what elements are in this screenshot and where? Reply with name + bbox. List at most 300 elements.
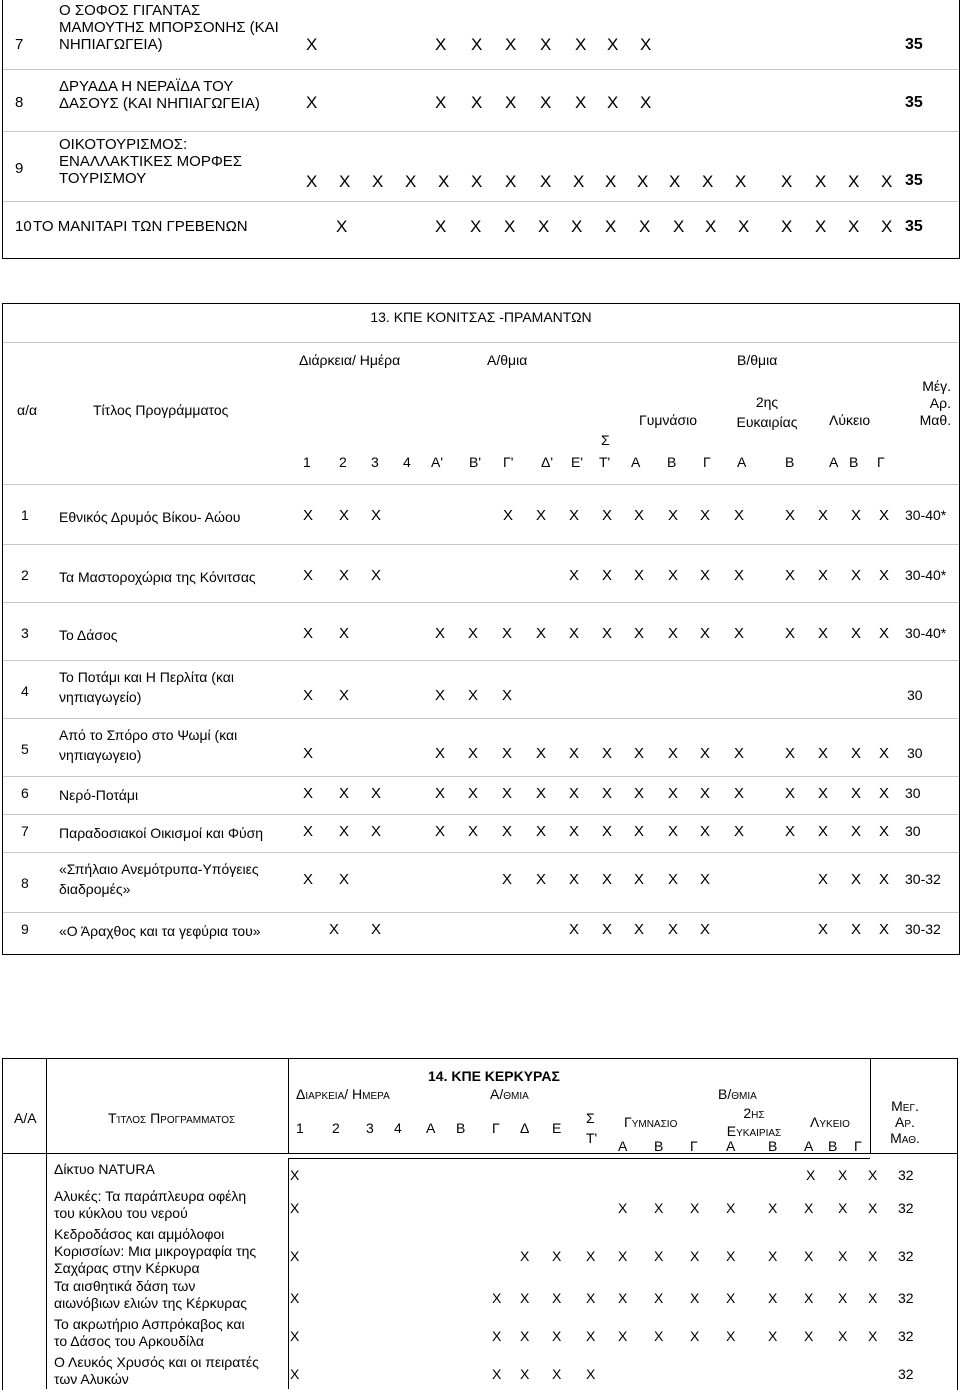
x-mark: X xyxy=(881,217,893,236)
x-mark: X xyxy=(700,625,711,642)
x-mark: X xyxy=(303,625,314,642)
x-mark: X xyxy=(700,823,711,840)
x-mark: X xyxy=(815,172,827,191)
max-students: 30-40* xyxy=(905,625,947,641)
x-mark: X xyxy=(540,35,552,54)
header-sec-grade: Α xyxy=(737,454,747,470)
x-mark: X xyxy=(492,1328,502,1344)
x-mark: X xyxy=(586,1328,596,1344)
x-mark: X xyxy=(504,217,516,236)
x-mark: X xyxy=(804,1290,814,1306)
header-line: Μαθ. xyxy=(890,1130,920,1146)
title-line: Το Δάσος xyxy=(59,627,118,643)
program-title xyxy=(59,823,263,843)
section-title: 13. ΚΠΕ ΚΟΝΙΤΣΑΣ -ΠΡΑΜΑΝΤΩΝ xyxy=(3,304,959,343)
x-mark: X xyxy=(768,1200,778,1216)
x-mark: X xyxy=(818,785,829,802)
header-aa: α/α xyxy=(17,402,38,418)
header-secondary: Β/θμια xyxy=(737,352,778,368)
header-line: Μεγ. xyxy=(891,1098,919,1114)
x-mark: X xyxy=(879,921,890,938)
title-line: ΔΡΥΑΔΑ Η ΝΕΡΑΪΔΑ ΤΟΥ xyxy=(59,78,234,95)
header-line: 2ης xyxy=(755,394,779,410)
x-mark: X xyxy=(818,507,829,524)
header-sec-grade: Α xyxy=(804,1138,814,1154)
header-aa: Α/Α xyxy=(14,1110,37,1126)
header-day: 2 xyxy=(332,1120,340,1136)
x-mark: X xyxy=(503,507,514,524)
row-number: 4 xyxy=(21,683,29,699)
header-program-title: Τίτλος Προγραμματος xyxy=(108,1110,236,1126)
title-line: Κορισσίων: Μια μικρογραφία της xyxy=(54,1243,257,1259)
x-mark: X xyxy=(879,823,890,840)
table-row xyxy=(3,484,959,545)
x-mark: X xyxy=(734,625,745,642)
x-mark: X xyxy=(569,871,580,888)
x-mark: X xyxy=(371,785,382,802)
x-mark: X xyxy=(339,871,350,888)
header-max-students xyxy=(901,378,951,429)
grid-line xyxy=(288,1158,289,1389)
x-mark: X xyxy=(303,687,314,704)
x-mark: X xyxy=(371,567,382,584)
header-s: Σ xyxy=(586,1110,595,1126)
x-mark: X xyxy=(536,507,547,524)
program-title xyxy=(59,507,240,527)
x-mark: X xyxy=(435,785,446,802)
x-mark: X xyxy=(306,172,318,191)
x-mark: X xyxy=(520,1328,530,1344)
x-mark: X xyxy=(569,567,580,584)
program-title xyxy=(59,136,242,187)
header-grade: Β' xyxy=(469,454,482,470)
x-mark: X xyxy=(818,921,829,938)
row-number: 1 xyxy=(21,507,29,523)
x-mark: X xyxy=(303,567,314,584)
x-mark: X xyxy=(785,625,796,642)
row-number: 6 xyxy=(21,785,29,801)
x-mark: X xyxy=(536,871,547,888)
x-mark: X xyxy=(851,745,862,762)
x-mark: X xyxy=(468,687,479,704)
title-line: Κεδροδάσος και αμμόλοφοι xyxy=(54,1226,225,1242)
header-secondary: Β/θμια xyxy=(718,1086,757,1102)
header-line: Αρ. xyxy=(895,1114,915,1130)
x-mark: X xyxy=(818,871,829,888)
x-mark: X xyxy=(471,172,483,191)
max-students: 32 xyxy=(898,1328,914,1344)
table-row xyxy=(3,202,959,254)
x-mark: X xyxy=(734,823,745,840)
row-number: 7 xyxy=(21,823,29,839)
x-mark: X xyxy=(505,35,517,54)
max-students: 35 xyxy=(905,94,923,111)
header-day: 4 xyxy=(394,1120,402,1136)
x-mark: X xyxy=(734,507,745,524)
x-mark: X xyxy=(303,823,314,840)
section-3-table xyxy=(2,1058,958,1389)
header-sec-grade: Α xyxy=(618,1138,628,1154)
x-mark: X xyxy=(654,1328,664,1344)
header-duration: Διάρκεια/ Ημέρα xyxy=(299,352,401,368)
x-mark: X xyxy=(538,217,550,236)
x-mark: X xyxy=(640,93,652,112)
x-mark: X xyxy=(768,1290,778,1306)
x-mark: X xyxy=(726,1200,736,1216)
x-mark: X xyxy=(668,567,679,584)
x-mark: X xyxy=(336,217,348,236)
table-row xyxy=(3,852,959,913)
x-mark: X xyxy=(618,1290,628,1306)
header-grade: Γ xyxy=(492,1120,500,1136)
row-number: 9 xyxy=(21,921,29,937)
x-mark: X xyxy=(586,1290,596,1306)
header-grade: Ε xyxy=(552,1120,562,1136)
header-sec-grade: Α xyxy=(631,454,641,470)
title-line: «Σπήλαιο Ανεμότρυπα-Υπόγειες xyxy=(59,861,259,877)
max-students: 32 xyxy=(898,1290,914,1306)
x-mark: X xyxy=(569,745,580,762)
x-mark: X xyxy=(607,93,619,112)
x-mark: X xyxy=(520,1366,530,1382)
x-mark: X xyxy=(654,1200,664,1216)
row-number: 8 xyxy=(15,94,24,111)
header-gymnasio: Γυμνάσιο xyxy=(639,412,698,428)
x-mark: X xyxy=(735,172,747,191)
x-mark: X xyxy=(705,217,717,236)
x-mark: X xyxy=(738,217,750,236)
max-students: 30-40* xyxy=(905,567,947,583)
x-mark: X xyxy=(851,785,862,802)
x-mark: X xyxy=(851,567,862,584)
title-line: το Δάσος του Αρκουδίλα xyxy=(54,1333,204,1349)
header-sec-grade: Β xyxy=(667,454,677,470)
x-mark: X xyxy=(654,1248,664,1264)
x-mark: X xyxy=(468,785,479,802)
x-mark: X xyxy=(879,625,890,642)
title-line: Τα Μαστοροχώρια της Κόνιτσας xyxy=(59,569,256,585)
x-mark: X xyxy=(492,1290,502,1306)
table-row xyxy=(3,718,959,777)
x-mark: X xyxy=(602,745,613,762)
header-day: 1 xyxy=(303,454,311,470)
x-mark: X xyxy=(602,871,613,888)
x-mark: X xyxy=(303,745,314,762)
x-mark: X xyxy=(540,93,552,112)
max-students: 30 xyxy=(907,745,923,761)
x-mark: X xyxy=(435,217,447,236)
x-mark: X xyxy=(569,507,580,524)
grid-line xyxy=(288,1058,289,1153)
x-mark: X xyxy=(669,172,681,191)
x-mark: X xyxy=(838,1200,848,1216)
x-mark: X xyxy=(785,507,796,524)
x-mark: X xyxy=(405,172,417,191)
x-mark: X xyxy=(520,1248,530,1264)
x-mark: X xyxy=(571,217,583,236)
x-mark: X xyxy=(879,745,890,762)
x-mark: X xyxy=(536,625,547,642)
x-mark: X xyxy=(435,745,446,762)
header-sec-grade: Β xyxy=(828,1138,838,1154)
x-mark: X xyxy=(726,1328,736,1344)
x-mark: X xyxy=(734,745,745,762)
grid-line xyxy=(870,1058,871,1153)
x-mark: X xyxy=(785,567,796,584)
x-mark: X xyxy=(602,785,613,802)
program-title xyxy=(59,725,237,765)
x-mark: X xyxy=(881,172,893,191)
title-line: Ο ΣΟΦΟΣ ΓΙΓΑΝΤΑΣ xyxy=(59,2,201,19)
header-sec-grade: Β xyxy=(849,454,859,470)
x-mark: X xyxy=(435,625,446,642)
section-title: 14. ΚΠΕ ΚΕΡΚΥΡΑΣ xyxy=(428,1068,560,1084)
x-mark: X xyxy=(290,1248,300,1264)
x-mark: X xyxy=(371,921,382,938)
program-title xyxy=(59,921,261,941)
title-line: Σαχάρας στην Κέρκυρα xyxy=(54,1260,200,1276)
header-grade: Α' xyxy=(431,454,444,470)
x-mark: X xyxy=(700,871,711,888)
x-mark: X xyxy=(851,921,862,938)
x-mark: X xyxy=(726,1248,736,1264)
header-day: 2 xyxy=(339,454,347,470)
x-mark: X xyxy=(339,172,351,191)
x-mark: X xyxy=(290,1200,300,1216)
x-mark: X xyxy=(290,1290,300,1306)
x-mark: X xyxy=(781,217,793,236)
program-title xyxy=(59,859,259,899)
row-number: 10 xyxy=(15,218,32,235)
x-mark: X xyxy=(668,625,679,642)
header-grade: Γ' xyxy=(503,454,514,470)
x-mark: X xyxy=(634,745,645,762)
program-title xyxy=(59,78,260,112)
x-mark: X xyxy=(838,1167,848,1183)
x-mark: X xyxy=(818,823,829,840)
x-mark: X xyxy=(804,1248,814,1264)
header-sec-grade: Γ xyxy=(690,1138,698,1154)
x-mark: X xyxy=(502,745,513,762)
x-mark: X xyxy=(668,507,679,524)
title-line: ΔΑΣΟΥΣ (ΚΑΙ ΝΗΠΙΑΓΩΓΕΙΑ) xyxy=(59,95,260,112)
table-row xyxy=(3,0,959,70)
x-mark: X xyxy=(654,1290,664,1306)
row-number: 3 xyxy=(21,625,29,641)
x-mark: X xyxy=(634,625,645,642)
x-mark: X xyxy=(868,1248,878,1264)
header-sec-grade: Α xyxy=(726,1138,736,1154)
x-mark: X xyxy=(868,1200,878,1216)
x-mark: X xyxy=(785,745,796,762)
header-sec-grade: Γ xyxy=(703,454,711,470)
x-mark: X xyxy=(851,823,862,840)
x-mark: X xyxy=(468,823,479,840)
grid-line xyxy=(2,1153,958,1154)
x-mark: X xyxy=(700,785,711,802)
table-row xyxy=(3,544,959,603)
header-primary: Α/θμια xyxy=(490,1086,529,1102)
header-sec-grade: Γ xyxy=(877,454,885,470)
x-mark: X xyxy=(339,567,350,584)
header-grade: Ε' xyxy=(571,454,584,470)
header-grade: Δ' xyxy=(541,454,554,470)
table-row xyxy=(3,912,959,955)
table-row xyxy=(3,602,959,661)
x-mark: X xyxy=(329,921,340,938)
title-line: Το ακρωτήριο Ασπρόκαβος και xyxy=(54,1316,245,1332)
x-mark: X xyxy=(879,785,890,802)
max-students: 30-32 xyxy=(905,921,941,937)
x-mark: X xyxy=(634,567,645,584)
header-grade: Τ' xyxy=(599,454,611,470)
x-mark: X xyxy=(536,823,547,840)
x-mark: X xyxy=(372,172,384,191)
x-mark: X xyxy=(668,823,679,840)
header-line: 2ησ xyxy=(743,1105,765,1121)
x-mark: X xyxy=(502,871,513,888)
row-number: 7 xyxy=(15,36,24,53)
row-number: 9 xyxy=(15,160,24,177)
title-line: νηπιαγωγείο) xyxy=(59,689,142,705)
x-mark: X xyxy=(804,1328,814,1344)
x-mark: X xyxy=(575,35,587,54)
x-mark: X xyxy=(303,507,314,524)
program-title xyxy=(54,1188,246,1222)
x-mark: X xyxy=(690,1290,700,1306)
header-line: Μέγ. xyxy=(922,378,951,394)
title-line: των Αλυκών xyxy=(54,1371,129,1387)
x-mark: X xyxy=(575,93,587,112)
header-t: Τ' xyxy=(586,1130,598,1146)
x-mark: X xyxy=(734,785,745,802)
x-mark: X xyxy=(634,785,645,802)
title-line: ΟΙΚΟΤΟΥΡΙΣΜΟΣ: xyxy=(59,136,188,153)
x-mark: X xyxy=(768,1248,778,1264)
x-mark: X xyxy=(637,172,649,191)
x-mark: X xyxy=(640,35,652,54)
x-mark: X xyxy=(602,507,613,524)
x-mark: X xyxy=(602,921,613,938)
x-mark: X xyxy=(848,217,860,236)
header-line: Ευκαιριασ xyxy=(726,1123,782,1139)
x-mark: X xyxy=(605,172,617,191)
header-sec-grade: Γ xyxy=(854,1138,862,1154)
table-header xyxy=(3,342,959,482)
x-mark: X xyxy=(552,1366,562,1382)
x-mark: X xyxy=(552,1290,562,1306)
x-mark: X xyxy=(520,1290,530,1306)
x-mark: X xyxy=(468,625,479,642)
x-mark: X xyxy=(639,217,651,236)
max-students: 35 xyxy=(905,172,923,189)
x-mark: X xyxy=(552,1248,562,1264)
title-line: «Ο Άραχθος και τα γεφύρια του» xyxy=(59,923,261,939)
x-mark: X xyxy=(700,507,711,524)
header-program-title: Τίτλος Προγράμματος xyxy=(93,402,229,418)
title-line: Το Ποτάμι και Η Περλίτα (και xyxy=(59,669,234,685)
x-mark: X xyxy=(806,1167,816,1183)
max-students: 32 xyxy=(898,1366,914,1382)
header-day: 3 xyxy=(366,1120,374,1136)
x-mark: X xyxy=(838,1328,848,1344)
x-mark: X xyxy=(471,35,483,54)
header-sec-grade: Β xyxy=(768,1138,778,1154)
title-line: Τα αισθητικά δάση των xyxy=(54,1278,196,1294)
x-mark: X xyxy=(471,93,483,112)
program-title xyxy=(59,625,118,645)
x-mark: X xyxy=(470,217,482,236)
x-mark: X xyxy=(303,785,314,802)
title-line: ΜΑΜΟΥΤΗΣ ΜΠΟΡΣΟΝΗΣ (ΚΑΙ xyxy=(59,19,279,36)
program-title xyxy=(33,218,248,235)
program-title xyxy=(59,567,256,587)
header-second-chance xyxy=(727,392,807,432)
header-lykeio: Λύκειο xyxy=(829,412,871,428)
table-row xyxy=(3,660,959,719)
x-mark: X xyxy=(303,871,314,888)
x-mark: X xyxy=(502,785,513,802)
x-mark: X xyxy=(569,823,580,840)
x-mark: X xyxy=(818,745,829,762)
x-mark: X xyxy=(602,567,613,584)
header-lykeio: Λυκειο xyxy=(810,1114,850,1130)
x-mark: X xyxy=(673,217,685,236)
x-mark: X xyxy=(634,921,645,938)
x-mark: X xyxy=(569,625,580,642)
x-mark: X xyxy=(700,567,711,584)
header-max-students xyxy=(882,1098,928,1146)
title-line: νηπιαγωγειο) xyxy=(59,747,142,763)
x-mark: X xyxy=(851,625,862,642)
title-line: Ο Λευκός Χρυσός και οι πειρατές xyxy=(54,1354,259,1370)
max-students: 32 xyxy=(898,1167,914,1183)
x-mark: X xyxy=(306,93,318,112)
x-mark: X xyxy=(851,507,862,524)
x-mark: X xyxy=(634,507,645,524)
x-mark: X xyxy=(734,567,745,584)
grid-line xyxy=(46,1058,47,1389)
x-mark: X xyxy=(781,172,793,191)
header-primary: Α/θμια xyxy=(487,352,528,368)
x-mark: X xyxy=(690,1328,700,1344)
x-mark: X xyxy=(435,35,447,54)
x-mark: X xyxy=(290,1328,300,1344)
x-mark: X xyxy=(602,823,613,840)
header-line: Αρ. xyxy=(929,395,951,411)
x-mark: X xyxy=(536,745,547,762)
x-mark: X xyxy=(339,785,350,802)
x-mark: X xyxy=(726,1290,736,1306)
program-title xyxy=(54,1161,155,1178)
max-students: 30 xyxy=(907,687,923,703)
title-line: Δίκτυο NATURA xyxy=(54,1161,155,1177)
row-number: 5 xyxy=(21,741,29,757)
x-mark: X xyxy=(602,625,613,642)
x-mark: X xyxy=(540,172,552,191)
title-line: ΤΟ ΜΑΝΙΤΑΡΙ ΤΩΝ ΓΡΕΒΕΝΩΝ xyxy=(33,218,248,235)
x-mark: X xyxy=(838,1248,848,1264)
program-title xyxy=(59,667,234,707)
table-row xyxy=(3,776,959,815)
x-mark: X xyxy=(290,1366,300,1382)
x-mark: X xyxy=(879,567,890,584)
title-line: Από το Σπόρο στο Ψωμί (και xyxy=(59,727,238,743)
title-line: Αλυκές: Τα παράπλευρα οφέλη xyxy=(54,1188,247,1204)
row-number: 8 xyxy=(21,875,29,891)
x-mark: X xyxy=(785,785,796,802)
x-mark: X xyxy=(371,507,382,524)
